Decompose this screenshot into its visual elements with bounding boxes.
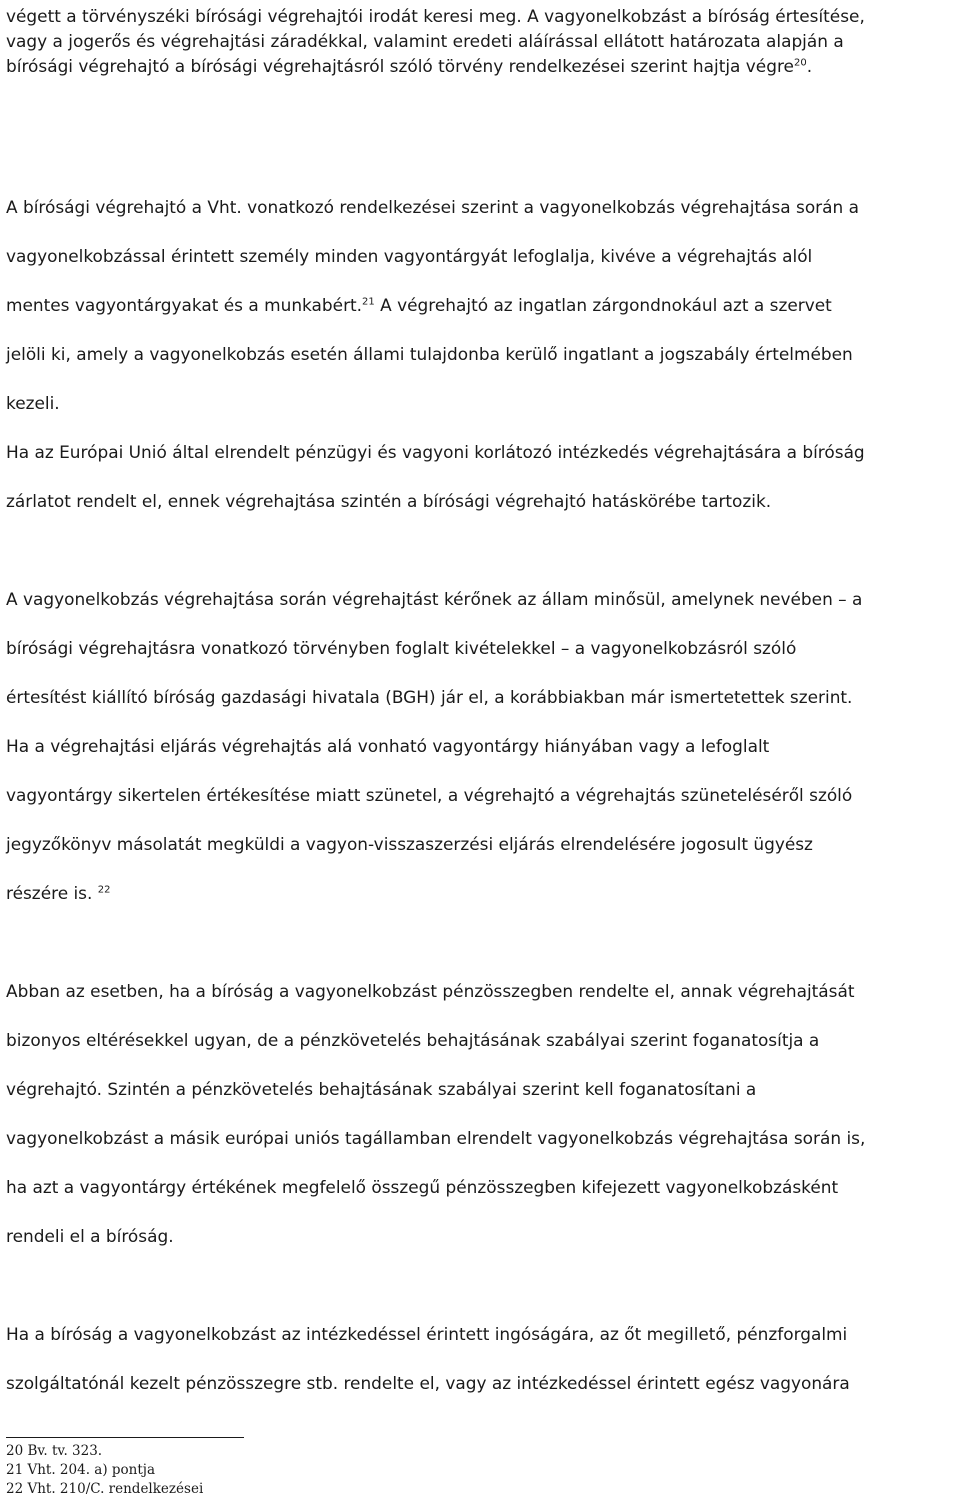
footnote-ref-22[interactable]: 22 bbox=[97, 884, 111, 896]
paragraph-vht-seizure bbox=[6, 183, 958, 428]
footnotes-list bbox=[6, 1442, 203, 1499]
text-line-body: részére is. bbox=[6, 883, 98, 903]
footnote-ref-20[interactable]: 20 bbox=[793, 57, 807, 69]
text-line bbox=[6, 281, 958, 330]
footnote-separator bbox=[6, 1437, 244, 1438]
text-line: Ha a bíróság a vagyonelkobzást az intézkedéssel érintett ingóságára, az őt megillető, pénzforgalmi bbox=[6, 1324, 848, 1344]
text-line: ha azt a vagyontárgy értékének megfelelő összegű pénzösszegben kifejezett vagyonelkobzásként bbox=[6, 1177, 839, 1197]
text-line: bírósági végrehajtásra vonatkozó törvényben foglalt kivételekkel – a vagyonelkobzásról szóló bbox=[6, 638, 797, 658]
text-line: A vagyonelkobzás végrehajtása során végrehajtást kérőnek az állam minősül, amelynek nevében – a bbox=[6, 589, 863, 609]
text-line bbox=[6, 869, 958, 918]
text-line-tail: . bbox=[806, 56, 813, 76]
text-line-body: bírósági végrehajtó a bírósági végrehajtásról szóló törvény rendelkezései szerint hajtja végre bbox=[6, 56, 794, 76]
footnote-20: 20 Bv. tv. 323. bbox=[6, 1443, 103, 1459]
text-line: A bírósági végrehajtó a Vht. vonatkozó rendelkezései szerint a vagyonelkobzás végrehajtása során a bbox=[6, 197, 859, 217]
text-line: jegyzőkönyv másolatát megküldi a vagyon-visszaszerzési eljárás elrendelésére jogosult ügyész bbox=[6, 834, 813, 854]
paragraph-eu-restrictive-measures bbox=[6, 428, 958, 526]
text-line: vagy a jogerős és végrehajtási záradékkal, valamint eredeti aláírással ellátott határozata alapján a bbox=[6, 31, 844, 51]
text-line: rendeli el a bíróság. bbox=[6, 1226, 174, 1246]
text-line-start: mentes vagyontárgyakat és a munkabért. bbox=[6, 295, 363, 315]
text-line-end: A végrehajtó az ingatlan zárgondnokául azt a szervet bbox=[374, 295, 832, 315]
text-line bbox=[6, 54, 958, 79]
text-line: végrehajtó. Szintén a pénzkövetelés behajtásának szabályai szerint kell foganatosítani a bbox=[6, 1079, 757, 1099]
paragraph-monetary-confiscation bbox=[6, 967, 958, 1261]
footnote-22: 22 Vht. 210/C. rendelkezései bbox=[6, 1481, 204, 1497]
text-line: vagyontárgy sikertelen értékesítése miatt szünetel, a végrehajtó a végrehajtás szüneteléséről szóló bbox=[6, 785, 853, 805]
text-line: bizonyos eltérésekkel ugyan, de a pénzkövetelés behajtásának szabályai szerint foganatosítja a bbox=[6, 1030, 820, 1050]
text-line: szolgáltatónál kezelt pénzösszegre stb. rendelte el, vagy az intézkedéssel érintett egész vagyonára bbox=[6, 1373, 850, 1393]
footnote-ref-21[interactable]: 21 bbox=[362, 296, 375, 308]
paragraph-state-as-creditor bbox=[6, 575, 958, 722]
text-line: Ha a végrehajtási eljárás végrehajtás alá vonható vagyontárgy hiányában vagy a lefoglalt bbox=[6, 736, 770, 756]
text-line: zárlatot rendelt el, ennek végrehajtása szintén a bírósági végrehajtó hatáskörébe tartozik. bbox=[6, 491, 772, 511]
footnote-21: 21 Vht. 204. a) pontja bbox=[6, 1462, 156, 1478]
paragraph-movable-property bbox=[6, 1310, 958, 1408]
text-line: Abban az esetben, ha a bíróság a vagyonelkobzást pénzösszegben rendelte el, annak végrehajtását bbox=[6, 981, 855, 1001]
paragraph-suspension bbox=[6, 722, 958, 918]
text-line: kezeli. bbox=[6, 393, 60, 413]
text-line: vagyonelkobzással érintett személy minden vagyontárgyát lefoglalja, kivéve a végrehajtás alól bbox=[6, 246, 813, 266]
text-line: értesítést kiállító bíróság gazdasági hivatala (BGH) jár el, a korábbiakban már ismertetettek szerint. bbox=[6, 687, 853, 707]
text-line: végett a törvényszéki bírósági végrehajtói irodát keresi meg. A vagyonelkobzást a bíróság értesítése, bbox=[6, 6, 865, 26]
paragraph-enforcement-request bbox=[6, 4, 958, 79]
text-line: vagyonelkobzást a másik európai uniós tagállamban elrendelt vagyonelkobzás végrehajtása során is, bbox=[6, 1128, 866, 1148]
text-line: Ha az Európai Unió által elrendelt pénzügyi és vagyoni korlátozó intézkedés végrehajtására a bíróság bbox=[6, 442, 865, 462]
text-line: jelöli ki, amely a vagyonelkobzás esetén állami tulajdonba kerülő ingatlant a jogszabály értelmében bbox=[6, 344, 853, 364]
